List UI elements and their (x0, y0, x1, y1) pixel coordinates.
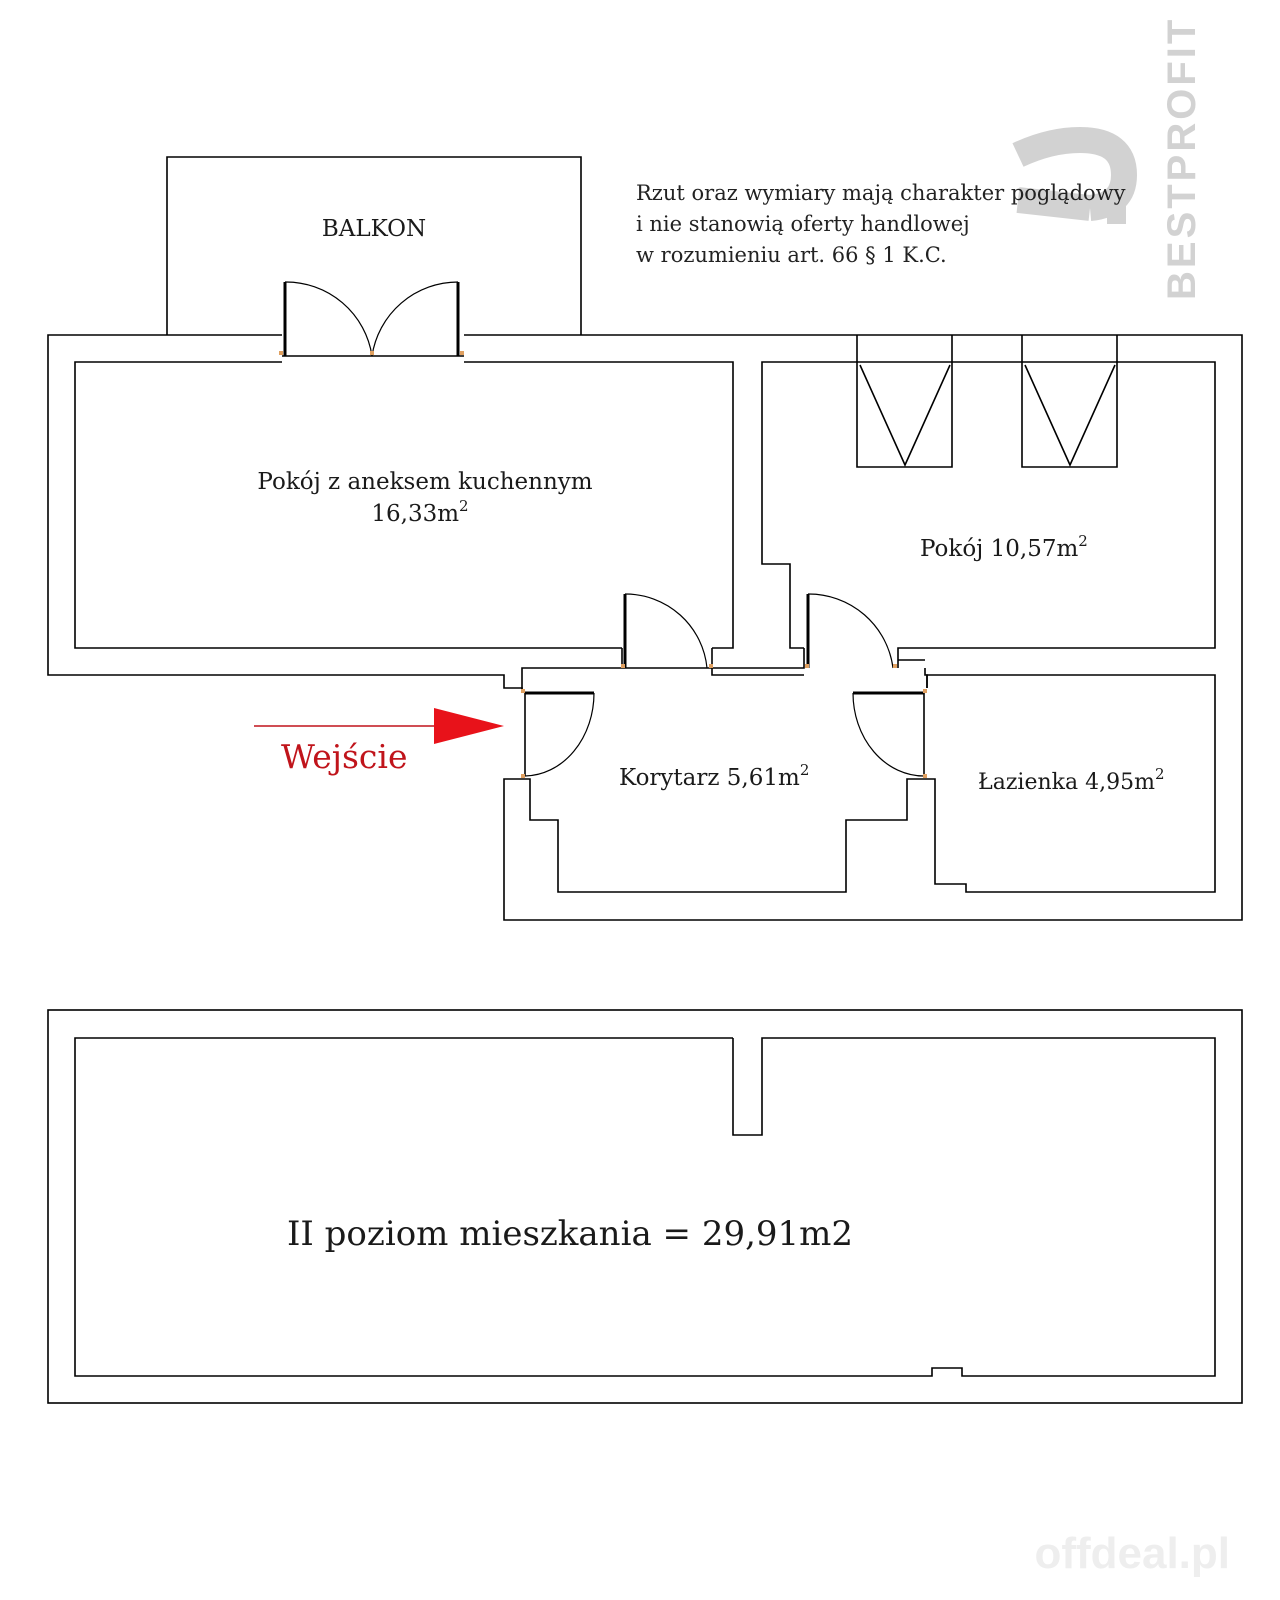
logo-text: BESTPROFIT (1160, 16, 1204, 300)
disclaimer-line-3: w rozumieniu art. 66 § 1 K.C. (636, 243, 947, 267)
doors (282, 282, 924, 776)
hall-wall-left (522, 779, 927, 892)
bathroom-label (978, 765, 1164, 795)
window-sash-2 (1025, 365, 1115, 465)
living-room-wall-top (464, 362, 733, 648)
room-label-sup: 2 (1078, 532, 1088, 550)
balcony-door-swing-right (372, 282, 458, 356)
room-wall-top-2 (898, 362, 1215, 668)
arrow-right-icon (434, 708, 504, 744)
balkon-label: BALKON (321, 216, 427, 242)
bathroom-label-value: Łazienka 4,95m (978, 770, 1155, 795)
living-room-wall (75, 362, 622, 648)
living-room-area-value: 16,33m (371, 501, 460, 527)
hinge-marker (521, 774, 525, 778)
hinge-marker (923, 774, 927, 778)
entrance-door-swing (525, 693, 594, 776)
living-room-door-swing (625, 594, 707, 668)
entrance-door[interactable] (525, 693, 594, 776)
bathroom-door-swing (853, 693, 924, 776)
bathroom-label-sup: 2 (1154, 765, 1165, 783)
hinge-marker (370, 351, 374, 355)
hinge-marker (460, 351, 464, 355)
hinge-marker (279, 351, 283, 355)
living-room-area (371, 497, 468, 527)
living-room-area-sup: 2 (459, 497, 469, 515)
bathroom-door[interactable] (853, 693, 924, 776)
room-door (808, 594, 893, 668)
entrance-marker (254, 708, 504, 776)
hinge-marker (923, 689, 927, 693)
hall-top-wall-2 (712, 668, 804, 675)
hinge-marker (805, 664, 809, 668)
hall-label (619, 761, 809, 791)
window-frame-1 (857, 335, 952, 467)
entrance-label: Wejście (281, 737, 408, 776)
level-2-outer-wall (48, 1010, 1242, 1403)
hall-label-sup: 2 (799, 761, 810, 779)
disclaimer-line-2: i nie stanowią oferty handlowej (636, 212, 970, 236)
living-room-door (625, 594, 707, 668)
window-sash-1 (860, 365, 950, 465)
disclaimer-line-1: Rzut oraz wymiary mają charakter poglądowy (636, 181, 1126, 205)
living-room-label: Pokój z aneksem kuchennym (257, 469, 593, 495)
room-door-swing (808, 594, 893, 668)
level-2-inner-wall (75, 1038, 1215, 1376)
balcony-outline (167, 157, 581, 335)
hinge-marker (621, 664, 625, 668)
window-frame-2 (1022, 335, 1117, 467)
balcony-door-swing-left (285, 282, 372, 356)
hinge-marker (709, 664, 713, 668)
second-level-label: II poziom mieszkania = 29,91m2 (287, 1214, 854, 1254)
balcony-door (282, 282, 464, 356)
hall-label-value: Korytarz 5,61m (619, 765, 800, 791)
hinge-marker (893, 664, 897, 668)
logo-dot (1107, 205, 1126, 224)
room-label-value: Pokój 10,57m (920, 536, 1079, 562)
hinge-marker (521, 689, 525, 693)
hall-top-wall (522, 648, 804, 693)
hinge-markers (279, 351, 927, 778)
room-label (920, 532, 1088, 562)
level-2-walls (48, 1010, 1242, 1403)
bestprofit-logo (1018, 17, 1204, 300)
outer-wall-top-right (464, 335, 1242, 920)
watermark-text: offdeal.pl (1034, 1529, 1230, 1578)
